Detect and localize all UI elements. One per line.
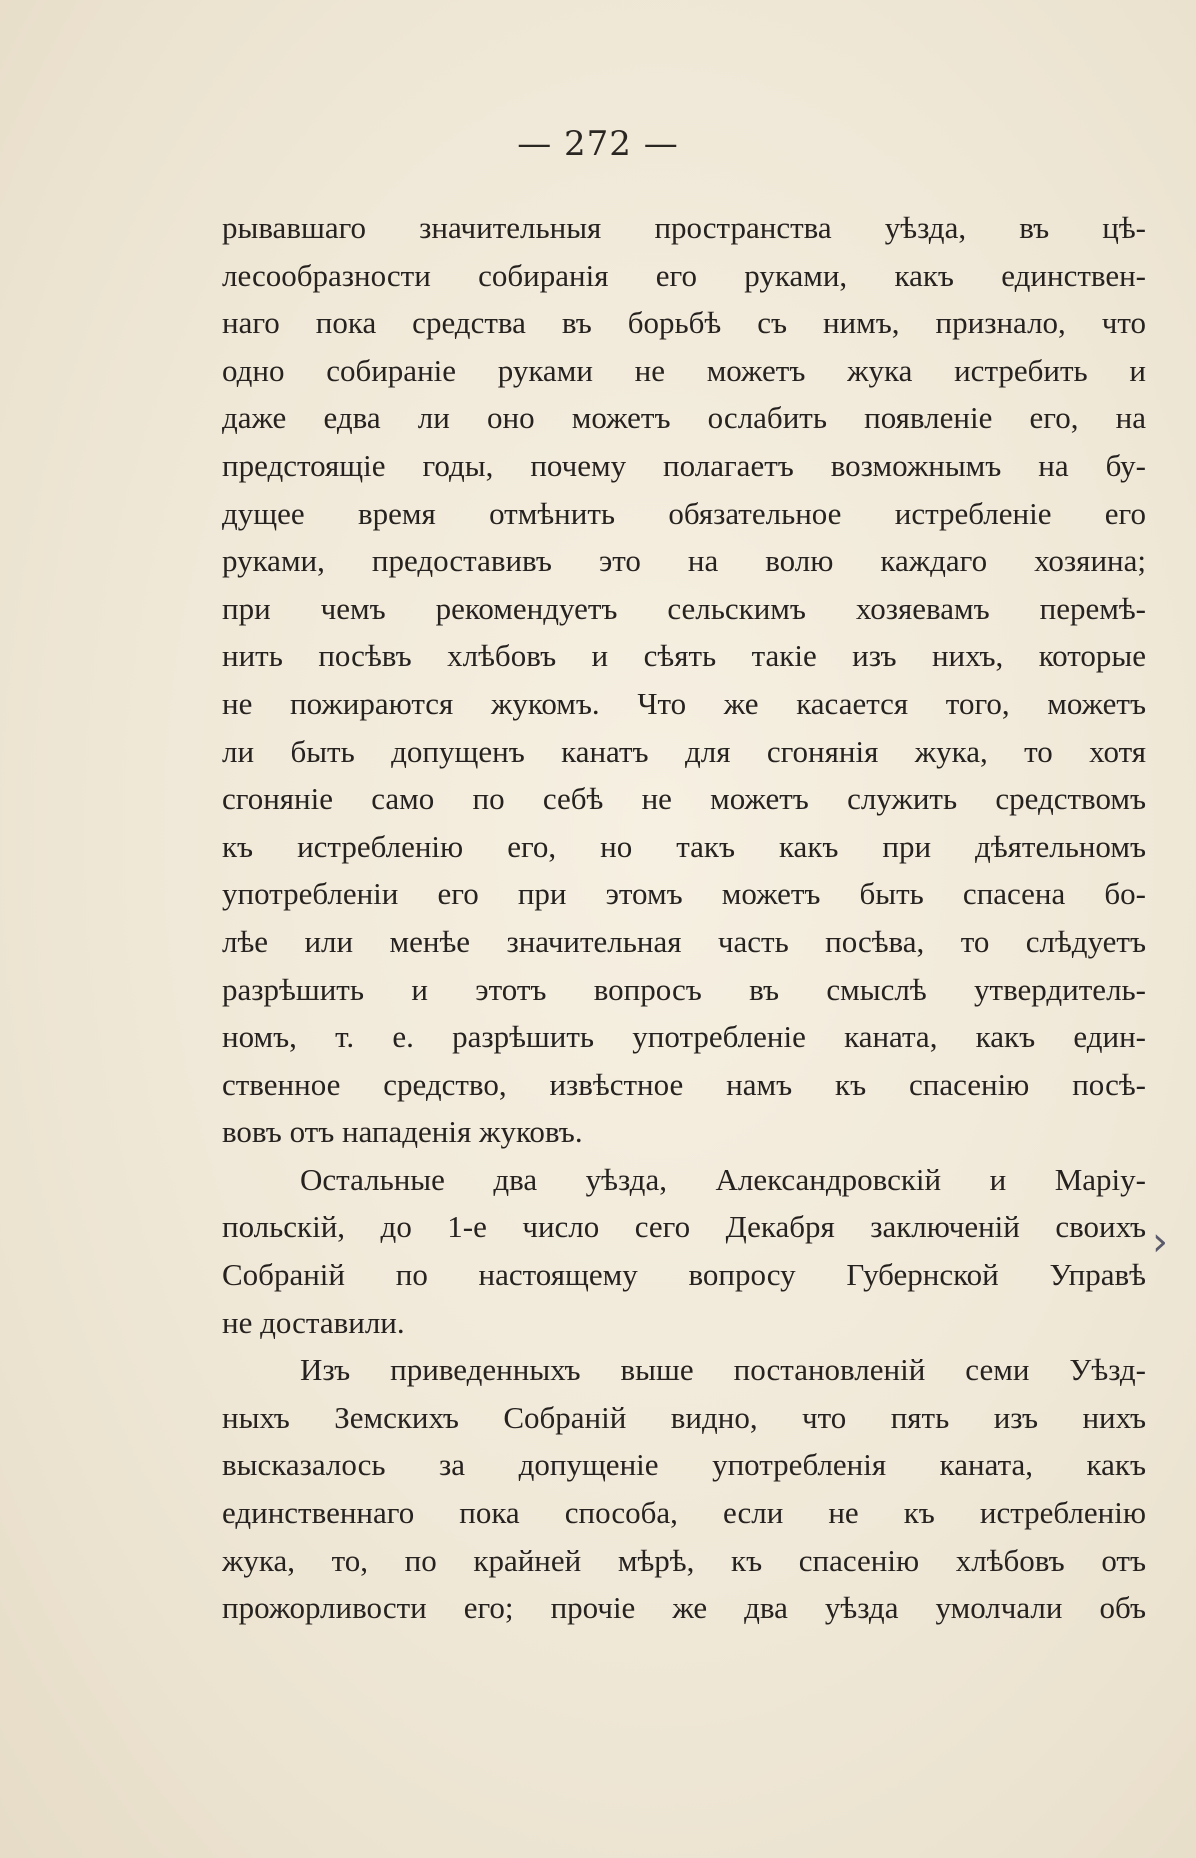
text-line: польскій, до 1-е число сего Декабря заключеній своихъ xyxy=(222,1209,1146,1245)
text-line: нить посѣвъ хлѣбовъ и сѣять такіе изъ нихъ, которые xyxy=(222,638,1146,674)
text-line: сгоняніе само по себѣ не можетъ служить средствомъ xyxy=(222,781,1146,817)
text-line: ныхъ Земскихъ Собраній видно, что пять изъ нихъ xyxy=(222,1399,1146,1435)
text-line: высказалось за допущеніе употребленія каната, какъ xyxy=(222,1447,1146,1483)
text-line: рывавшаго значительныя пространства уѣзда, въ цѣ- xyxy=(222,210,1146,245)
body-text xyxy=(222,204,1146,1632)
text-line: прожорливости его; прочіе же два уѣзда умолчали объ xyxy=(222,1590,1146,1626)
text-line: дущее время отмѣнить обязательное истребленіе его xyxy=(222,495,1146,531)
text-line: наго пока средства въ борьбѣ съ нимъ, признало, что xyxy=(222,305,1146,341)
text-line: Изъ приведенныхъ выше постановленій семи Уѣзд- xyxy=(300,1352,1146,1388)
text-line: Собраній по настоящему вопросу Губернской Управѣ xyxy=(222,1257,1146,1293)
text-line: лѣе или менѣе значительная часть посѣва, то слѣдуетъ xyxy=(222,923,1146,959)
text-line: къ истребленію его, но такъ какъ при дѣятельномъ xyxy=(222,828,1146,864)
text-line: руками, предоставивъ это на волю каждаго хозяина; xyxy=(222,543,1146,579)
text-line: предстоящіе годы, почему полагаетъ возможнымъ на бу- xyxy=(222,447,1146,483)
text-line: одно собираніе руками не можетъ жука истребить и xyxy=(222,352,1146,388)
text-line: не пожираются жукомъ. Что же касается того, можетъ xyxy=(222,685,1146,721)
text-line: разрѣшить и этотъ вопросъ въ смыслѣ утвердитель- xyxy=(222,971,1146,1007)
text-line: единственнаго пока способа, если не къ истребленію xyxy=(222,1495,1146,1531)
text-line: при чемъ рекомендуетъ сельскимъ хозяевамъ перемѣ- xyxy=(222,590,1146,626)
text-line: употребленіи его при этомъ можетъ быть спасена бо- xyxy=(222,876,1146,912)
text-line: даже едва ли оно можетъ ослабить появленіе его, на xyxy=(222,400,1146,436)
text-line: лесообразности собиранія его руками, какъ единствен- xyxy=(222,257,1146,293)
text-line: ственное средство, извѣстное намъ къ спасенію посѣ- xyxy=(222,1066,1146,1102)
text-line: Остальные два уѣзда, Александровскій и Маріу- xyxy=(300,1161,1146,1197)
margin-bracket-mark: › xyxy=(1152,1219,1168,1265)
text-line: не доставили. xyxy=(222,1304,405,1340)
text-line: номъ, т. е. разрѣшить употребленіе каната, какъ един- xyxy=(222,1019,1146,1055)
text-line: жука, то, по крайней мѣрѣ, къ спасенію хлѣбовъ отъ xyxy=(222,1542,1146,1578)
text-line: ли быть допущенъ канатъ для сгонянія жука, то хотя xyxy=(222,733,1146,769)
text-line: вовъ отъ нападенія жуковъ. xyxy=(222,1114,583,1150)
page-number: — 272 — xyxy=(517,124,679,164)
